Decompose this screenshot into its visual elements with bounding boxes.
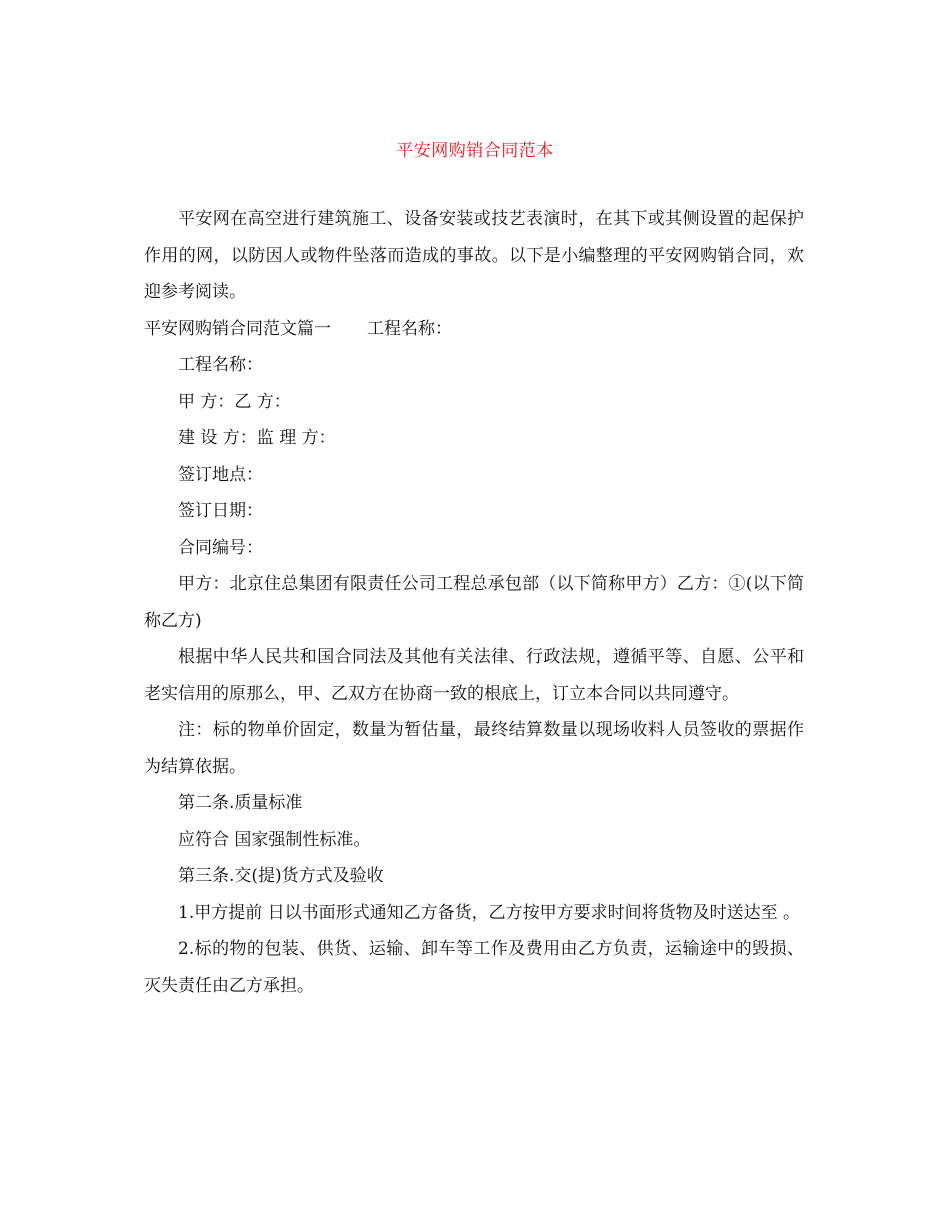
party-detail-paragraph: 甲方：北京住总集团有限责任公司工程总承包部（以下简称甲方）乙方：①(以下简称乙方) <box>144 574 804 631</box>
contract-number-line: 合同编号： <box>178 537 263 558</box>
article-3-heading: 第三条.交(提)货方式及验收 <box>178 866 384 886</box>
article-2-heading: 第二条.质量标准 <box>178 793 303 813</box>
note-paragraph: 注：标的物单价固定，数量为暂估量，最终结算数量以现场收料人员签收的票据作为结算依据。 <box>144 720 804 777</box>
article-2-body: 应符合 国家强制性标准。 <box>178 829 371 850</box>
section-heading-line <box>144 311 804 348</box>
basis-paragraph: 根据中华人民共和国合同法及其他有关法律、行政法规，遵循平等、自愿、公平和老实信用的原那么，甲、乙双方在协商一致的根底上，订立本合同以共同遵守。 <box>144 647 804 704</box>
article-3-item-2: 2.标的物的包装、供货、运输、卸车等工作及费用由乙方负责，运输途中的毁损、灭失责任由乙方承担。 <box>144 939 804 996</box>
project-name-label-inline: 工程名称： <box>367 318 452 339</box>
sign-place-line: 签订地点： <box>178 464 263 485</box>
parties-line: 甲 方：乙 方： <box>178 391 291 412</box>
builder-supervisor-line: 建 设 方：监 理 方： <box>178 428 336 448</box>
document-title: 平安网购销合同范本 <box>396 141 554 161</box>
article-3-item-1: 1.甲方提前 日以书面形式通知乙方备货，乙方按甲方要求时间将货物及时送达至 。 <box>178 902 801 923</box>
project-name-line: 工程名称： <box>178 355 263 375</box>
section-heading: 平安网购销合同范文篇一 <box>144 318 331 339</box>
document-body <box>144 201 804 1004</box>
sign-date-line: 签订日期： <box>178 501 263 521</box>
intro-paragraph: 平安网在高空进行建筑施工、设备安装或技艺表演时，在其下或其侧设置的起保护作用的网，以防因人或物件坠落而造成的事故。以下是小编整理的平安网购销合同，欢迎参考阅读。 <box>144 209 804 302</box>
